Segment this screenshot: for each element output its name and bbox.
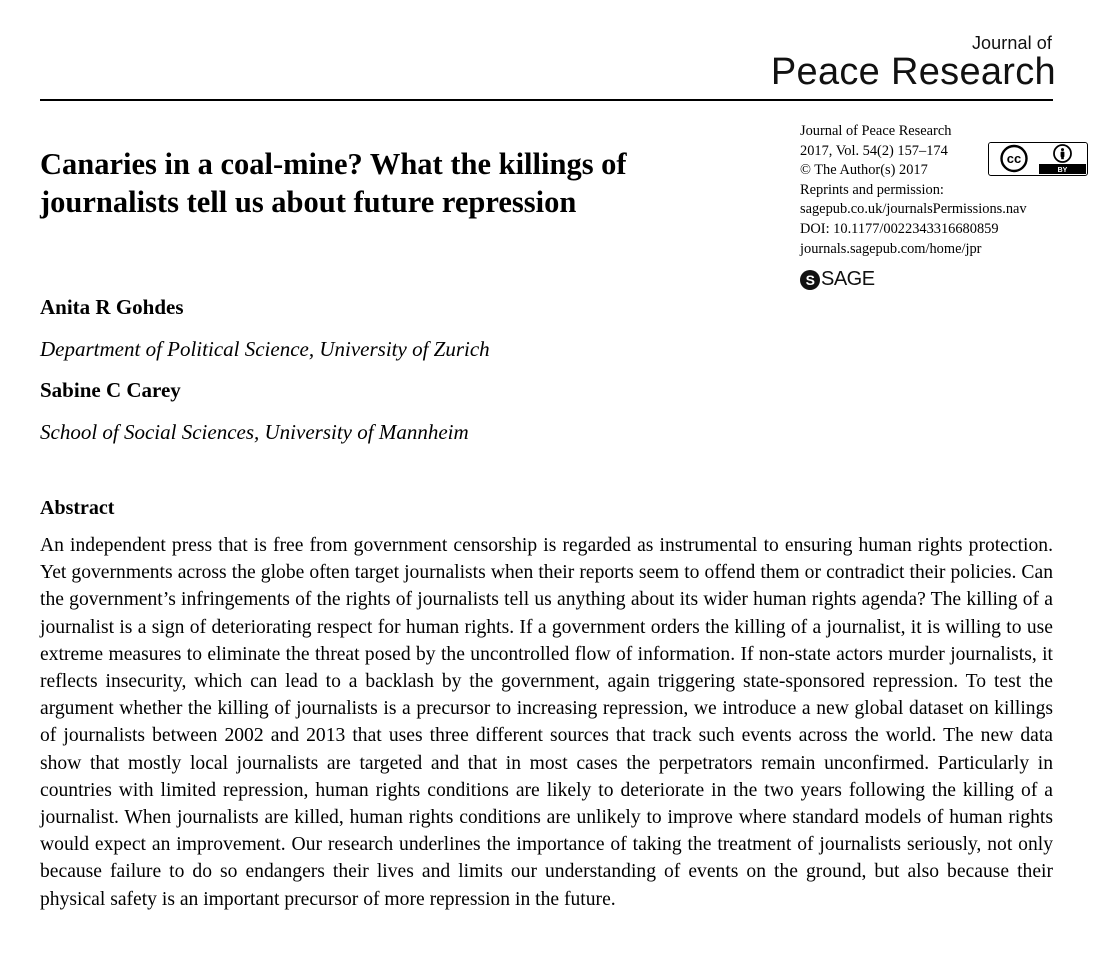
journal-logo-line1: Journal of: [971, 33, 1052, 53]
author-name: Anita R Gohdes: [40, 295, 184, 319]
abstract-body: An independent press that is free from government censorship is regarded as instrumental to ensuring human rights protection. Yet governments across the globe often target journalists when their reports seem to offend them or contradict their policies. Can the government’s infringements of the rights of journalists tell us anything about its wider human rights agenda? The killing of a journalist is a sign of deteriorating respect for human rights. If a government orders the killing of a journalist, it is willing to use extreme measures to eliminate the threat posed by the uncontrolled flow of information. If non-state actors murder journalists, it reflects insecurity, which can lead to a backlash by the government, again triggering state-sponsored repression. To test the argument whether the killing of journalists is a precursor to increasing repression, we introduce a new global dataset on killings of journalists between 2002 and 2013 that uses three different sources that track such events across the world. The new data show that mostly local journalists are targeted and that in most cases the perpetrators remain unconfirmed. Particularly in countries with limited repression, human rights conditions are likely to deteriorate in the two years following the killing of a journalist. When journalists are killed, human rights conditions are unlikely to improve where standard models of human rights would expect an improvement. Our research underlines the importance of taking the treatment of journalists seriously, not only because failure to do so endangers their lives and limits our understanding of events on the ground, but also because their physical safety is an important precursor of more repression in the future.: [40, 535, 1053, 910]
sage-logo: [800, 268, 875, 291]
meta-copyright: © The Author(s) 2017: [800, 162, 928, 179]
journal-logo-line2: Peace Research: [770, 51, 1056, 93]
author-name: Sabine C Carey: [40, 378, 181, 402]
meta-volume: 2017, Vol. 54(2) 157–174: [800, 142, 948, 159]
cc-by-icon: [989, 143, 1086, 174]
author-affiliation: Department of Political Science, University of Zurich: [40, 337, 490, 361]
abstract-heading: Abstract: [40, 497, 115, 519]
cc-by-license-badge[interactable]: [988, 142, 1088, 176]
meta-journal: Journal of Peace Research: [800, 123, 952, 139]
meta-homepage-link[interactable]: journals.sagepub.com/home/jpr: [800, 240, 982, 257]
journal-logo: [771, 34, 1056, 91]
header-rule: [40, 99, 1053, 101]
author-affiliation: School of Social Sciences, University of Mannheim: [40, 420, 469, 444]
sage-icon: S: [800, 270, 820, 290]
cc-label: cc: [1006, 151, 1022, 166]
sage-wordmark: SAGE: [821, 268, 875, 290]
meta-permissions-link[interactable]: sagepub.co.uk/journalsPermissions.nav: [800, 201, 1027, 218]
article-title: Canaries in a coal-mine? What the killings of journalists tell us about future repression: [40, 147, 627, 219]
meta-doi[interactable]: DOI: 10.1177/0022343316680859: [800, 220, 999, 237]
by-label: BY: [1057, 167, 1068, 174]
meta-reprints: Reprints and permission:: [800, 181, 944, 198]
